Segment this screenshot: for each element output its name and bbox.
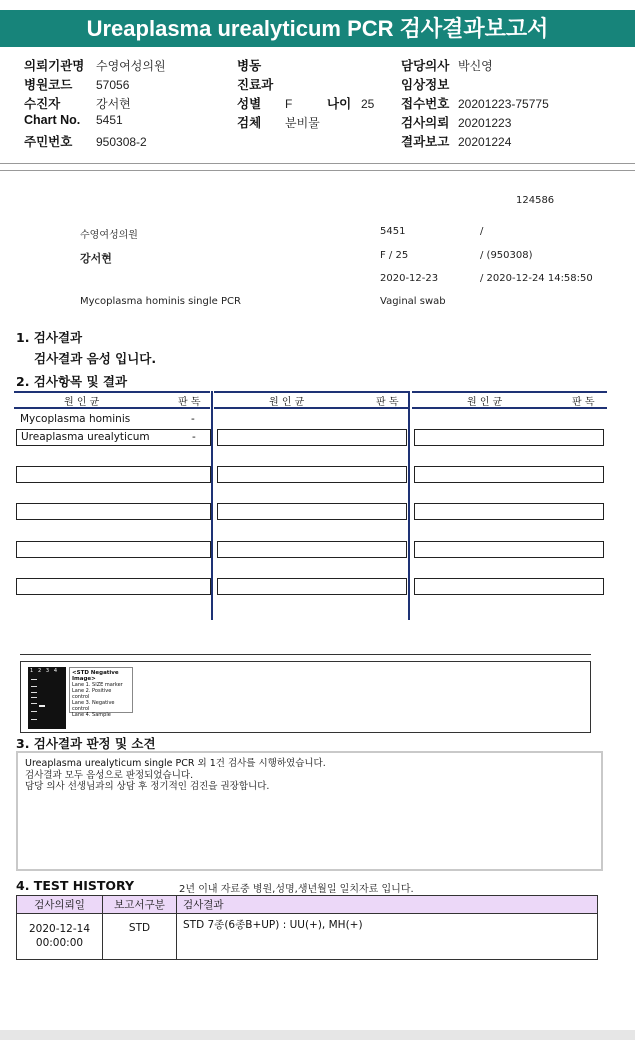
section-1-result: 검사결과 음성 입니다. — [34, 351, 157, 366]
specimen-label: 검체 — [237, 116, 262, 130]
table-header-group-3 — [412, 391, 607, 409]
summary-test-name: Mycoplasma hominis single PCR — [80, 296, 241, 307]
empty-cell — [16, 503, 211, 520]
chart-no-value: 5451 — [96, 113, 123, 127]
section-2-title: 2. 검사항목 및 결과 — [16, 374, 128, 389]
history-result: STD 7종(6종B+UP) : UU(+), MH(+) — [177, 914, 598, 960]
summary-request-date: 2020-12-23 — [380, 273, 439, 284]
report-date-value: 20201224 — [458, 135, 512, 149]
summary-patient: 강서현 — [80, 252, 112, 265]
col-pathogen-2: 원 인 균 — [269, 397, 305, 408]
empty-cell — [414, 578, 604, 595]
empty-cell — [217, 503, 407, 520]
empty-cell — [217, 578, 407, 595]
empty-cell — [217, 429, 407, 446]
pathogen-cell — [16, 429, 211, 446]
gel-legend-line: Lane 4. Sample — [72, 712, 111, 718]
gel-lane-numbers: 1 2 3 4 — [30, 668, 58, 674]
age-value: 25 — [361, 97, 375, 111]
empty-cell — [414, 541, 604, 558]
request-date-value: 20201223 — [458, 116, 512, 130]
col-judge-1: 판 독 — [178, 397, 201, 408]
section-4-title: 4. TEST HISTORY — [16, 878, 135, 893]
bottom-bar — [0, 1030, 635, 1040]
history-time: 00:00:00 — [35, 937, 84, 949]
doctor-label: 담당의사 — [401, 59, 450, 73]
summary-birth: / (950308) — [480, 250, 533, 261]
gel-image — [28, 667, 66, 729]
history-note: 2년 이내 자료중 병원,성명,생년월일 일치자료 입니다. — [179, 884, 414, 895]
empty-cell — [16, 541, 211, 558]
gel-image-section — [20, 654, 591, 733]
finding-line: Ureaplasma urealyticum single PCR 외 1건 검사를 시행하였습니다. — [25, 758, 326, 769]
table-divider-2 — [408, 391, 410, 620]
table-header-group-2 — [214, 391, 408, 409]
summary-sex-age: F / 25 — [380, 250, 409, 261]
empty-cell — [16, 466, 211, 483]
specimen-value: 분비물 — [285, 116, 320, 130]
report-title: Ureaplasma urealyticum PCR 검사결과보고서 — [0, 10, 635, 47]
pathogen-name: Ureaplasma urealyticum — [21, 431, 150, 443]
gel-legend-line: Lane 1. SIZE marker — [72, 682, 123, 688]
history-date-cell — [17, 914, 103, 960]
department-label: 진료과 — [237, 78, 274, 92]
request-date-label: 검사의뢰 — [401, 116, 450, 130]
pathogen-name: Mycoplasma hominis — [20, 413, 131, 425]
sex-value: F — [285, 97, 293, 111]
summary-report-datetime: / 2020-12-24 14:58:50 — [480, 273, 593, 284]
header-col-2 — [237, 56, 374, 132]
pathogen-result: - — [192, 431, 196, 443]
resident-no-value: 950308-2 — [96, 135, 147, 149]
gel-legend-title: <STD Negative Image> — [72, 670, 119, 682]
header-col-3 — [401, 56, 549, 151]
chart-no-label: Chart No. — [24, 113, 81, 127]
col-judge-2: 판 독 — [376, 397, 399, 408]
history-header-result: 검사결과 — [177, 896, 598, 914]
ward-label: 병동 — [237, 59, 262, 73]
gel-legend-line: Lane 3. Negative control — [72, 700, 115, 712]
gel-legend-line: Lane 2. Positive control — [72, 688, 112, 700]
gel-legend — [69, 667, 133, 718]
clinical-info-label: 임상정보 — [401, 78, 450, 92]
col-pathogen-1: 원 인 균 — [64, 397, 100, 408]
hospital-code-label: 병원코드 — [24, 78, 73, 92]
table-header-group-1 — [14, 391, 210, 409]
history-header-type: 보고서구분 — [103, 896, 177, 914]
pathogen-result: - — [191, 413, 195, 425]
section-1-title: 1. 검사결과 — [16, 330, 83, 345]
header-divider — [0, 163, 635, 171]
gel-image-frame — [20, 661, 591, 733]
findings-box — [16, 751, 603, 871]
section-3-title: 3. 검사결과 판정 및 소견 — [16, 736, 156, 751]
finding-line: 검사결과 모두 음성으로 판정되었습니다. — [25, 769, 194, 781]
empty-cell — [16, 578, 211, 595]
resident-no-label: 주민번호 — [24, 135, 73, 149]
age-label: 나이 — [327, 97, 352, 111]
empty-cell — [414, 466, 604, 483]
summary-hospital: 수영여성의원 — [80, 230, 138, 241]
report-date-label: 결과보고 — [401, 135, 450, 149]
hospital-value: 수영여성의원 — [96, 59, 166, 73]
history-date: 2020-12-14 — [28, 923, 91, 935]
history-header-date: 검사의뢰일 — [17, 896, 103, 914]
receipt-no-value: 20201223-75775 — [458, 97, 549, 111]
receipt-no-label: 접수번호 — [401, 97, 450, 111]
history-table — [16, 895, 598, 960]
history-type: STD — [103, 914, 177, 960]
summary-specimen: Vaginal swab — [380, 296, 446, 307]
table-divider-1 — [211, 391, 213, 620]
col-pathogen-3: 원 인 균 — [467, 397, 503, 408]
hospital-code-value: 57056 — [96, 78, 130, 92]
col-judge-3: 판 독 — [572, 397, 595, 408]
empty-cell — [414, 429, 604, 446]
empty-cell — [414, 503, 604, 520]
summary-chart: 5451 — [380, 226, 406, 237]
empty-cell — [217, 466, 407, 483]
patient-label: 수진자 — [24, 97, 61, 111]
doctor-value: 박신영 — [458, 59, 493, 73]
summary-slash: / — [480, 226, 484, 237]
patient-value: 강서현 — [96, 97, 131, 111]
header-col-1 — [24, 56, 166, 151]
finding-line: 담당 의사 선생님과의 상담 후 정기적인 검진을 권장합니다. — [25, 781, 270, 792]
hospital-label: 의뢰기관명 — [24, 59, 85, 73]
empty-cell — [217, 541, 407, 558]
sex-label: 성별 — [237, 97, 262, 111]
summary-number: 124586 — [516, 195, 555, 206]
